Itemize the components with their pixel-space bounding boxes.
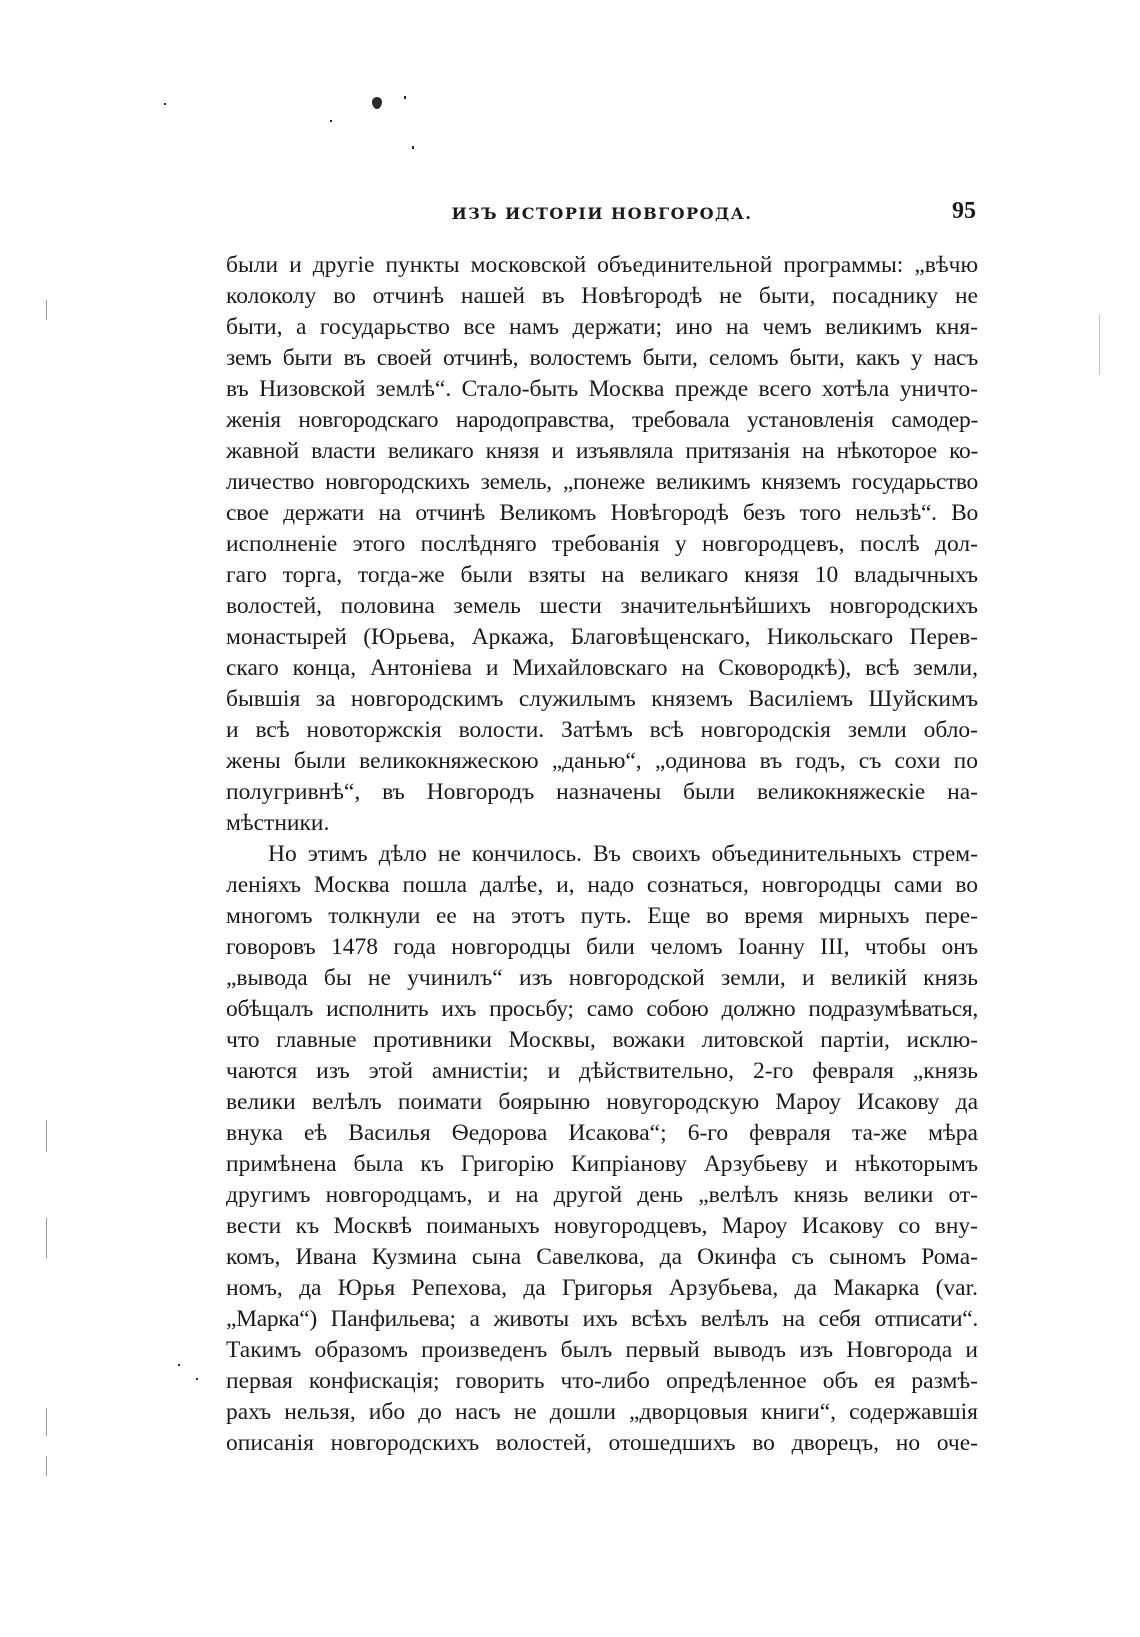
text-line: Такимъ образомъ произведенъ былъ первый выводъ изъ Новгорода и <box>226 1337 978 1363</box>
paragraph-2 <box>226 839 978 1459</box>
text-line: мѣстники. <box>226 810 330 836</box>
text-line: вести къ Москвѣ поиманыхъ новугородцевъ, Мароу Исакову со вну- <box>226 1213 978 1239</box>
text-line: жавной власти великаго князя и изъявляла притязанія на нѣкоторое ко- <box>226 438 978 464</box>
text-line: чаются изъ этой амнистіи; и дѣйствительно, 2-го февраля „князь <box>226 1058 978 1084</box>
text-line: монастырей (Юрьева, Аркажа, Благовѣщенскаго, Никольскаго Перев- <box>226 624 978 650</box>
text-line: говоровъ 1478 года новгородцы били челомъ Іоанну III, чтобы онъ <box>226 934 978 960</box>
text-line: обѣщалъ исполнить ихъ просьбу; само собою должно подразумѣваться, <box>226 996 978 1022</box>
body-text <box>226 250 978 1459</box>
text-line: скаго конца, Антоніева и Михайловскаго на Сковородкѣ), всѣ земли, <box>226 655 978 681</box>
speck <box>404 96 406 99</box>
text-line: описанія новгородскихъ волостей, отошедшихъ во дворецъ, но оче- <box>226 1430 978 1456</box>
text-line: гаго торга, тогда-же были взяты на великаго князя 10 владычныхъ <box>226 562 978 588</box>
text-line: „вывода бы не учинилъ“ изъ новгородской земли, и великій князь <box>226 965 978 991</box>
text-line: что главные противники Москвы, вожаки литовской партіи, исклю- <box>226 1027 978 1053</box>
paragraph-1 <box>226 250 978 839</box>
speck <box>330 120 332 122</box>
margin-line <box>46 1456 47 1476</box>
text-line: женія новгородскаго народоправства, требовала установленія самодер- <box>226 407 978 433</box>
text-line: жены были великокняжескою „данью“, „одинова въ годъ, съ сохи по <box>226 748 978 774</box>
text-line: были и другіе пункты московской объединительной программы: „вѣчю <box>226 252 978 278</box>
margin-line <box>46 1408 47 1436</box>
text-line: комъ, Ивана Кузмина сына Савелкова, да Окинфа съ сыномъ Рома- <box>226 1244 978 1270</box>
text-line: въ Низовской землѣ“. Стало-быть Москва прежде всего хотѣла уничто- <box>226 376 978 402</box>
text-line: свое держати на отчинѣ Великомъ Новѣгородѣ безъ того нельзѣ“. Во <box>226 500 978 526</box>
text-line: другимъ новгородцамъ, и на другой день „велѣлъ князь велики от- <box>226 1182 978 1208</box>
text-line: первая конфискація; говорить что-либо опредѣленное объ ея размѣ- <box>226 1368 978 1394</box>
margin-line <box>46 1120 47 1152</box>
text-line: рахъ нельзя, ибо до насъ не дошли „дворцовыя книги“, содержавшія <box>226 1399 978 1425</box>
text-line: личество новгородскихъ земель, „понеже великимъ княземъ государьство <box>226 469 978 495</box>
page-number: 95 <box>952 198 976 224</box>
speck <box>164 103 166 105</box>
text-line: исполненіе этого послѣдняго требованія у новгородцевъ, послѣ дол- <box>226 531 978 557</box>
text-line: бывшія за новгородскимъ служилымъ княземъ Василіемъ Шуйскимъ <box>226 686 978 712</box>
text-line: полугривнѣ“, въ Новгородъ назначены были великокняжескіе на- <box>226 779 978 805</box>
text-line: волостей, половина земель шести значительнѣйшихъ новгородскихъ <box>226 593 978 619</box>
text-line: внука еѣ Василья Ѳедорова Исакова“; 6-го февраля та-же мѣра <box>226 1120 978 1146</box>
margin-line <box>46 300 47 320</box>
margin-line <box>46 1218 47 1258</box>
speck <box>196 1378 198 1380</box>
text-line: велики велѣлъ поимати боярыню новугородскую Мароу Исакову да <box>226 1089 978 1115</box>
running-head <box>228 198 976 228</box>
text-line: Но этимъ дѣло не кончилось. Въ своихъ объединительныхъ стрем- <box>268 841 978 867</box>
text-line: колоколу во отчинѣ нашей въ Новѣгородѣ не быти, посаднику не <box>226 283 978 309</box>
speck <box>412 146 414 149</box>
text-line: и всѣ новоторжскія волости. Затѣмъ всѣ новгородскія земли обло- <box>226 717 978 743</box>
text-line: многомъ толкнули ее на этотъ путь. Еще во время мирныхъ пере- <box>226 903 978 929</box>
text-line: леніяхъ Москва пошла далѣе, и, надо сознаться, новгородцы сами во <box>226 872 978 898</box>
text-line: примѣнена была къ Григорію Кипріанову Арзубьеву и нѣкоторымъ <box>226 1151 978 1177</box>
ink-blot <box>372 97 382 109</box>
running-title: ИЗЪ ИСТОРІИ НОВГОРОДА. <box>451 204 753 223</box>
text-line: быти, а государьство все намъ держати; ино на чемъ великимъ кня- <box>226 314 978 340</box>
text-line: номъ, да Юрья Репехова, да Григорья Арзубьева, да Макарка (var. <box>226 1275 978 1301</box>
speck <box>1099 315 1100 375</box>
text-line: „Марка“) Панфильева; а животы ихъ всѣхъ велѣлъ на себя отписати“. <box>226 1306 978 1332</box>
speck <box>178 1364 180 1366</box>
text-line: земъ быти въ своей отчинѣ, волостемъ быти, селомъ быти, какъ у насъ <box>226 345 978 371</box>
